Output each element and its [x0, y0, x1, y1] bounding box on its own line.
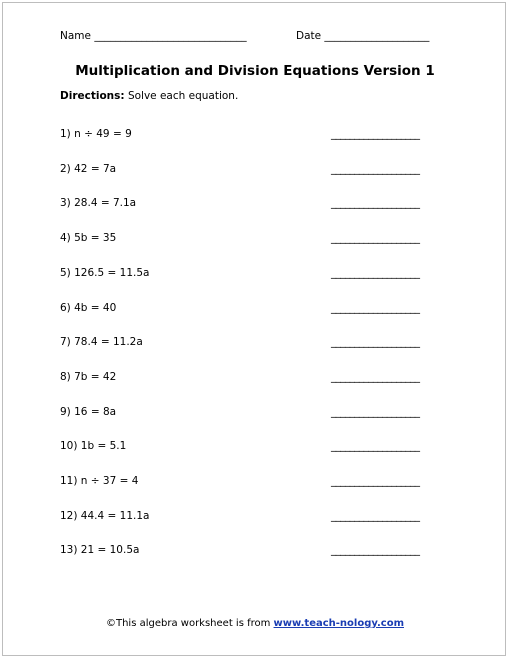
directions-label: Directions:	[60, 90, 125, 102]
answer-blank[interactable]: ___________________	[331, 301, 420, 314]
answer-blank[interactable]: ___________________	[331, 475, 420, 487]
problem-row	[0, 371, 510, 391]
answer-blank[interactable]: ___________________	[331, 440, 420, 453]
problem-row	[0, 197, 510, 217]
problem-equation: 7) 78.4 = 11.2a	[60, 336, 143, 349]
problem-equation: 9) 16 = 8a	[60, 405, 117, 418]
problem-equation: 1) n ÷ 49 = 9	[60, 128, 132, 140]
answer-blank[interactable]: ___________________	[331, 405, 420, 418]
problem-row	[0, 544, 510, 564]
problem-equation: 11) n ÷ 37 = 4	[60, 475, 139, 487]
date-field-line: Date ____________________	[296, 30, 430, 42]
problem-row	[0, 336, 510, 356]
answer-blank[interactable]: ___________________	[331, 232, 420, 245]
problem-equation: 8) 7b = 42	[60, 370, 117, 383]
problem-row	[0, 163, 510, 183]
answer-blank[interactable]: ___________________	[331, 266, 420, 279]
footer	[0, 618, 510, 629]
problem-row	[0, 128, 510, 148]
answer-blank[interactable]: ___________________	[331, 509, 420, 522]
problem-row	[0, 510, 510, 530]
problem-equation: 10) 1b = 5.1	[60, 440, 127, 453]
problem-equation: 5) 126.5 = 11.5a	[60, 266, 150, 279]
name-field-line: Name _____________________________	[60, 30, 247, 42]
problem-equation: 12) 44.4 = 11.1a	[60, 509, 150, 522]
problem-row	[0, 267, 510, 287]
answer-blank[interactable]: ___________________	[331, 336, 420, 349]
worksheet-title: Multiplication and Division Equations Version 1	[75, 63, 435, 79]
footer-link[interactable]: www.teach-nology.com	[273, 618, 404, 629]
answer-blank[interactable]: ___________________	[331, 197, 420, 210]
footer-text: ©This algebra worksheet is from	[105, 618, 274, 629]
problem-row	[0, 406, 510, 426]
problem-equation: 2) 42 = 7a	[60, 162, 117, 175]
answer-blank[interactable]: ___________________	[331, 544, 420, 557]
problem-row	[0, 440, 510, 460]
answer-blank[interactable]: ___________________	[331, 370, 420, 383]
problem-equation: 3) 28.4 = 7.1a	[60, 197, 137, 210]
answer-blank[interactable]: ___________________	[331, 128, 420, 140]
directions-text: Solve each equation.	[127, 90, 239, 102]
problem-row	[0, 302, 510, 322]
problem-equation: 4) 5b = 35	[60, 232, 117, 245]
problem-equation: 13) 21 = 10.5a	[60, 544, 140, 557]
problem-row	[0, 232, 510, 252]
problem-equation: 6) 4b = 40	[60, 301, 117, 314]
problem-row	[0, 475, 510, 495]
answer-blank[interactable]: ___________________	[331, 162, 420, 175]
directions	[60, 90, 238, 102]
